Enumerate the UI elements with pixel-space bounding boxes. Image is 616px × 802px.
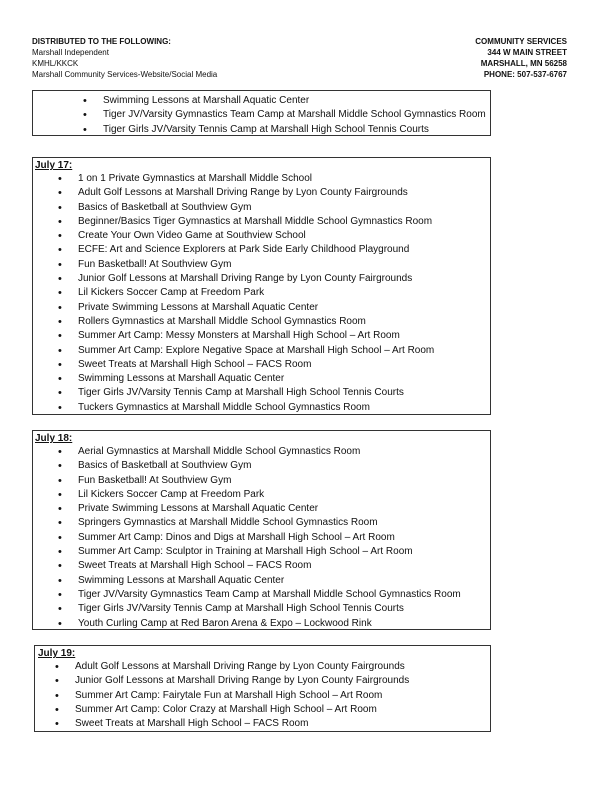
org-phone: PHONE: 507-537-6767 (483, 70, 567, 79)
activity-item: • Junior Golf Lessons at Marshall Driving Range by Lyon County Fairgrounds (75, 674, 490, 688)
distribution-line: Marshall Community Services-Website/Social Media (32, 70, 218, 79)
org-address-header (475, 36, 567, 80)
activity-item: • Youth Curling Camp at Red Baron Arena & Expo – Lockwood Rink (78, 617, 490, 631)
activity-item: • Summer Art Camp: Color Crazy at Marshall High School – Art Room (75, 703, 490, 717)
activity-item: • Adult Golf Lessons at Marshall Driving Range by Lyon County Fairgrounds (78, 186, 490, 200)
activity-item: • Adult Golf Lessons at Marshall Driving Range by Lyon County Fairgrounds (75, 660, 490, 674)
activity-item: • Summer Art Camp: Dinos and Digs at Marshall High School – Art Room (78, 531, 490, 545)
activity-item: • Junior Golf Lessons at Marshall Driving Range by Lyon County Fairgrounds (78, 272, 490, 286)
distribution-line: KMHL/KKCK (32, 59, 79, 68)
july-17-schedule-box (32, 157, 491, 415)
activity-item: • Basics of Basketball at Southview Gym (78, 459, 490, 473)
distribution-line: Marshall Independent (32, 48, 109, 57)
activity-list (103, 94, 490, 137)
activity-item: • ECFE: Art and Science Explorers at Park Side Early Childhood Playground (78, 243, 490, 257)
activity-item: • Create Your Own Video Game at Southview School (78, 229, 490, 243)
activity-item: • Tuckers Gymnastics at Marshall Middle School Gymnastics Room (78, 401, 490, 415)
activity-item: • Springers Gymnastics at Marshall Middle School Gymnastics Room (78, 516, 490, 530)
activity-item: • Tiger Girls JV/Varsity Tennis Camp at Marshall High School Tennis Courts (103, 123, 490, 137)
july-19-schedule-box (34, 645, 491, 732)
activity-item: • Sweet Treats at Marshall High School – FACS Room (78, 358, 490, 372)
activity-item: • Summer Art Camp: Fairytale Fun at Marshall High School – Art Room (75, 689, 490, 703)
activity-item: • Tiger JV/Varsity Gymnastics Team Camp at Marshall Middle School Gymnastics Room (78, 588, 490, 602)
activity-item: • Rollers Gymnastics at Marshall Middle School Gymnastics Room (78, 315, 490, 329)
july-18-schedule-box (32, 430, 491, 630)
activity-item: • Summer Art Camp: Sculptor in Training at Marshall High School – Art Room (78, 545, 490, 559)
activity-item: • Fun Basketball! At Southview Gym (78, 258, 490, 272)
org-street: 344 W MAIN STREET (487, 48, 567, 57)
continued-schedule-box (32, 90, 491, 136)
activity-item: • Private Swimming Lessons at Marshall Aquatic Center (78, 502, 490, 516)
activity-item: • Tiger Girls JV/Varsity Tennis Camp at Marshall High School Tennis Courts (78, 386, 490, 400)
section-date-title: July 18: (35, 433, 73, 444)
activity-item: • Swimming Lessons at Marshall Aquatic Center (78, 574, 490, 588)
activity-item: • Aerial Gymnastics at Marshall Middle School Gymnastics Room (78, 445, 490, 459)
activity-item: • 1 on 1 Private Gymnastics at Marshall Middle School (78, 172, 490, 186)
activity-item: • Summer Art Camp: Explore Negative Space at Marshall High School – Art Room (78, 344, 490, 358)
activity-item: • Summer Art Camp: Messy Monsters at Marshall High School – Art Room (78, 329, 490, 343)
activity-item: • Basics of Basketball at Southview Gym (78, 201, 490, 215)
distribution-header (32, 36, 217, 80)
activity-item: • Swimming Lessons at Marshall Aquatic Center (78, 372, 490, 386)
activity-item: • Lil Kickers Soccer Camp at Freedom Park (78, 286, 490, 300)
activity-list (35, 445, 490, 631)
activity-item: • Sweet Treats at Marshall High School – FACS Room (75, 717, 490, 731)
activity-item: • Sweet Treats at Marshall High School – FACS Room (78, 559, 490, 573)
activity-list (35, 172, 490, 415)
activity-list (38, 660, 490, 731)
activity-item: • Tiger Girls JV/Varsity Tennis Camp at Marshall High School Tennis Courts (78, 602, 490, 616)
activity-item: • Beginner/Basics Tiger Gymnastics at Marshall Middle School Gymnastics Room (78, 215, 490, 229)
activity-item: • Lil Kickers Soccer Camp at Freedom Park (78, 488, 490, 502)
section-date-title: July 19: (38, 648, 76, 659)
org-city: MARSHALL, MN 56258 (480, 59, 567, 68)
activity-item: • Fun Basketball! At Southview Gym (78, 474, 490, 488)
activity-item: • Swimming Lessons at Marshall Aquatic Center (103, 94, 490, 108)
section-date-title: July 17: (35, 160, 73, 171)
distribution-title: DISTRIBUTED TO THE FOLLOWING: (32, 37, 171, 46)
activity-item: • Tiger JV/Varsity Gymnastics Team Camp at Marshall Middle School Gymnastics Room (103, 108, 490, 122)
org-name: COMMUNITY SERVICES (475, 37, 567, 46)
activity-item: • Private Swimming Lessons at Marshall Aquatic Center (78, 301, 490, 315)
